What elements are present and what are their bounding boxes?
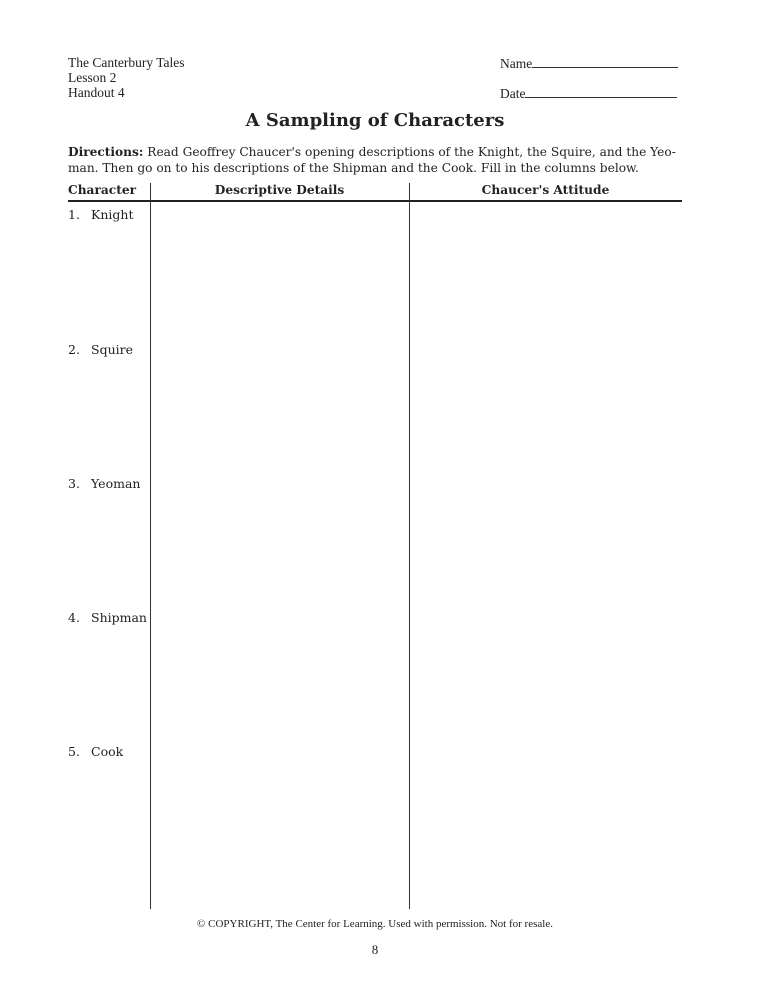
table-row <box>68 207 133 222</box>
handout: Handout 4 <box>68 85 125 100</box>
name-blank[interactable] <box>532 55 678 68</box>
name-field[interactable] <box>500 55 678 71</box>
header-left <box>68 55 185 100</box>
name-label: Name <box>500 56 533 71</box>
table-row <box>68 342 133 357</box>
column-divider <box>150 183 151 909</box>
directions-text: Read Geoffrey Chaucer's opening descriptions of the Knight, the Squire, and the Yeo-man. Then go on to his descriptions of the Shipman and the Cook. Fill in the columns below. <box>68 145 676 175</box>
row-number: 3. <box>68 476 80 491</box>
date-field[interactable] <box>500 85 677 101</box>
copyright: © COPYRIGHT, The Center for Learning. Used with permission. Not for resale. <box>197 918 553 930</box>
row-number: 1. <box>68 207 80 222</box>
directions <box>68 144 688 176</box>
date-label: Date <box>500 86 526 101</box>
character-name: Shipman <box>91 610 147 625</box>
date-blank[interactable] <box>525 85 677 98</box>
column-header-details: Descriptive Details <box>214 183 345 197</box>
table-row <box>68 610 147 625</box>
table-row <box>68 476 140 491</box>
row-number: 2. <box>68 342 80 357</box>
row-number: 4. <box>68 610 80 625</box>
character-name: Knight <box>91 207 134 222</box>
column-divider <box>409 183 410 909</box>
page-title: A Sampling of Characters <box>245 110 505 131</box>
directions-label: Directions: <box>68 145 144 159</box>
character-name: Squire <box>91 342 133 357</box>
column-header-character: Character <box>68 183 137 197</box>
lesson: Lesson 2 <box>68 70 117 85</box>
book-title: The Canterbury Tales <box>68 55 185 70</box>
table-row <box>68 744 123 759</box>
character-name: Yeoman <box>91 476 141 491</box>
page-number: 8 <box>371 942 379 957</box>
character-name: Cook <box>91 744 124 759</box>
row-number: 5. <box>68 744 80 759</box>
column-header-attitude: Chaucer's Attitude <box>481 183 610 197</box>
header-rule <box>68 200 682 202</box>
